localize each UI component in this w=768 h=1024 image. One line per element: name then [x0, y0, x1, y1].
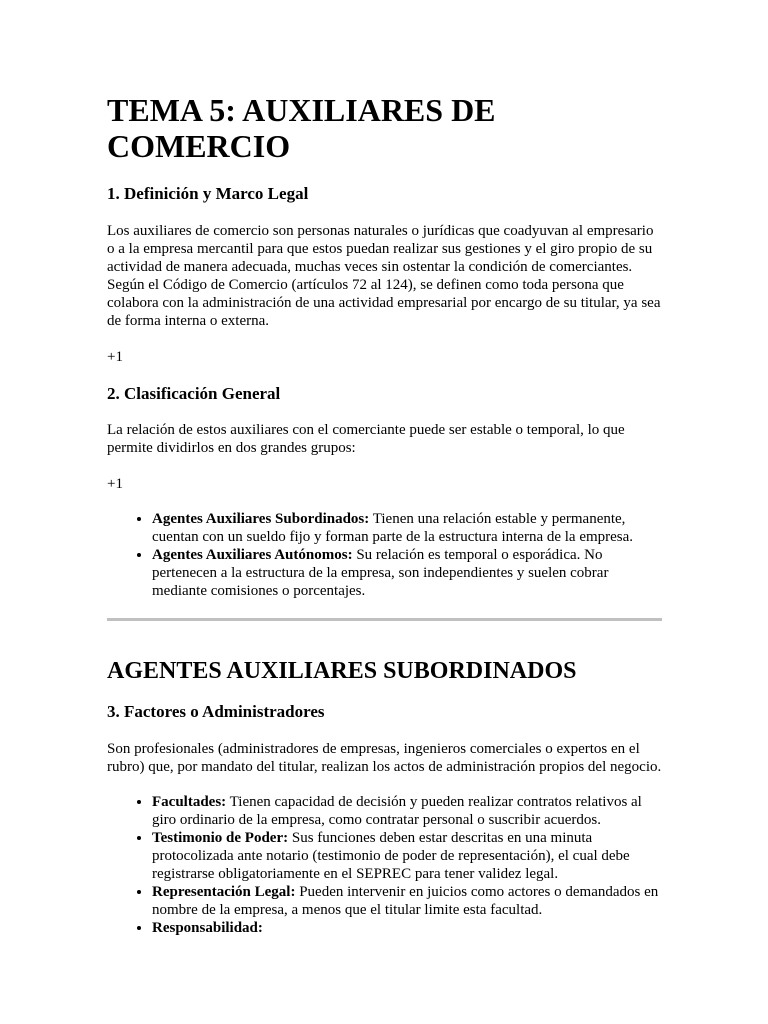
list-item-text: Tienen una relación estable y permanente, cuentan con un sueldo fijo y forman parte de la estructura interna de la empresa.: [152, 511, 634, 545]
list-item-term: Representación Legal:: [152, 884, 296, 900]
classification-list: [107, 510, 662, 600]
list-item: [152, 546, 662, 600]
list-item-term: Facultades:: [152, 794, 227, 810]
horizontal-divider: [107, 618, 662, 621]
list-item: [152, 793, 662, 829]
factors-list: [107, 793, 662, 937]
list-item: [152, 919, 662, 937]
section-1-note: +1: [107, 349, 123, 365]
list-item-term: Responsabilidad:: [152, 920, 263, 936]
section-2-heading: 2. Clasificación General: [107, 384, 281, 403]
section-3-paragraph: Son profesionales (administradores de empresas, ingenieros comerciales o expertos en el rubro) que, por mandato del titular, realizan los actos de administración propios del negocio.: [107, 741, 662, 775]
list-item-term: Agentes Auxiliares Autónomos:: [152, 547, 353, 563]
section-2-paragraph: La relación de estos auxiliares con el comerciante puede ser estable o temporal, lo que permite dividirlos en dos grandes grupos:: [107, 422, 625, 456]
section-2-note: +1: [107, 476, 123, 492]
list-item: [152, 883, 662, 919]
list-item-term: Testimonio de Poder:: [152, 830, 289, 846]
document-title: TEMA 5: AUXILIARES DE COMERCIO: [107, 92, 496, 164]
list-item-text: Sus funciones deben estar descritas en una minuta protocolizada ante notario (testimonio de poder de representación), el cual debe registrarse obligatoriamente en el SEPREC para tener validez legal.: [152, 830, 630, 882]
list-item-text: Su relación es temporal o esporádica. No pertenecen a la estructura de la empresa, son independientes y suelen cobrar mediante comisiones o porcentajes.: [152, 547, 609, 599]
section-1-paragraph: Los auxiliares de comercio son personas naturales o jurídicas que coadyuvan al empresario o a la empresa mercantil para que estos puedan realizar sus gestiones y el giro propio de su actividad de manera adecuada, muchas veces sin ostentar la condición de comerciantes. Según el Código de Comercio (artículos 72 al 124), se definen como toda persona que colabora con la administración de una actividad empresarial por encargo de su titular, ya sea de forma interna o externa.: [107, 223, 661, 329]
list-item-term: Agentes Auxiliares Subordinados:: [152, 511, 370, 527]
list-item-text: Pueden intervenir en juicios como actores o demandados en nombre de la empresa, a menos que el titular limite esta facultad.: [152, 884, 659, 918]
list-item: [152, 510, 662, 546]
section-subtitle: AGENTES AUXILIARES SUBORDINADOS: [107, 658, 577, 684]
section-1-heading: 1. Definición y Marco Legal: [107, 184, 309, 203]
section-3-heading: 3. Factores o Administradores: [107, 702, 325, 721]
list-item-text: Tienen capacidad de decisión y pueden realizar contratos relativos al giro ordinario de la empresa, como contratar personal o suscribir acuerdos.: [152, 794, 642, 828]
list-item: [152, 829, 662, 883]
